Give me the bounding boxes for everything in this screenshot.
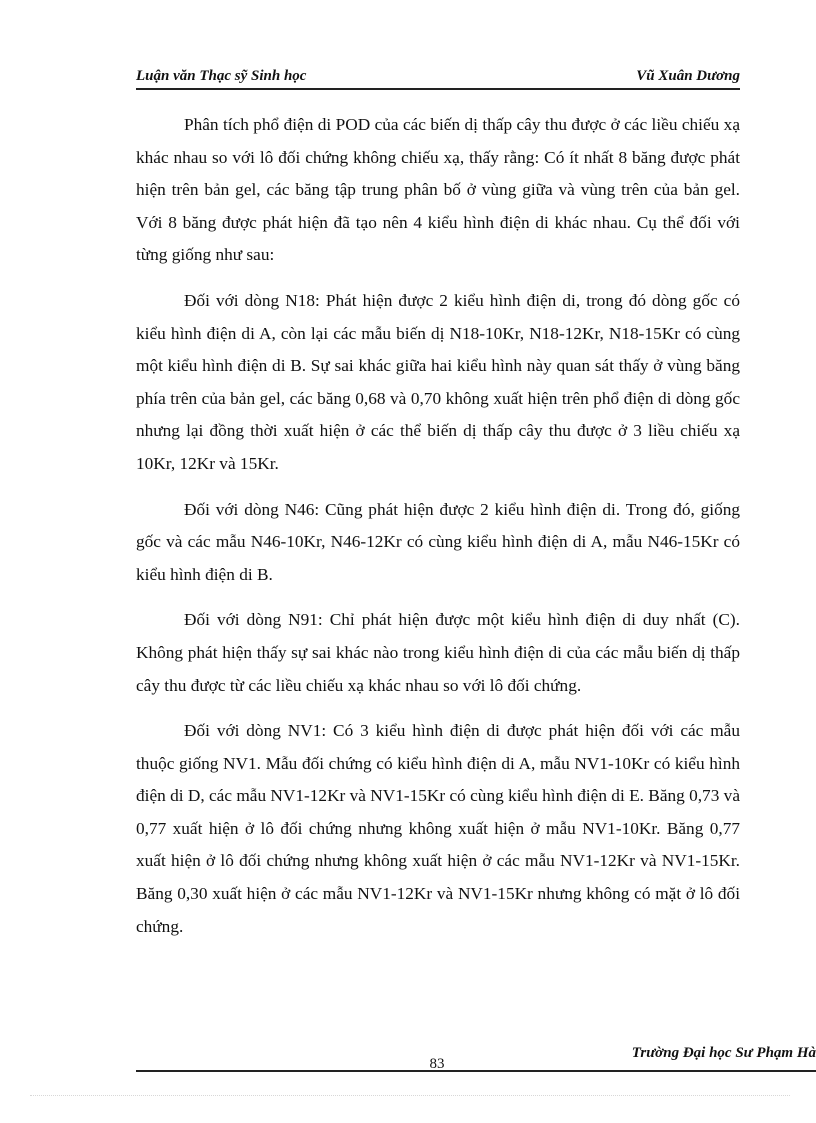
page-number: 83 [429, 1056, 445, 1072]
paragraph-n18: Đối với dòng N18: Phát hiện được 2 kiểu hình điện di, trong đó dòng gốc có kiểu hình điện di A, còn lại các mẫu biến dị N18-10Kr, N18-12Kr, N18-15Kr có cùng một kiểu hình điện di B. Sự sai khác giữa hai kiểu hình này quan sát thấy ở vùng băng phía trên của bản gel, các băng 0,68 và 0,70 không xuất hiện trên phổ điện di dòng gốc nhưng lại đồng thời xuất hiện ở các thể biến dị thấp cây thu được ở 3 liều chiếu xạ 10Kr, 12Kr và 15Kr. [136, 290, 740, 473]
header-author: Vũ Xuân Dương [636, 68, 740, 84]
footer-divider [136, 1070, 816, 1072]
paragraph-n91: Đối với dòng N91: Chỉ phát hiện được một kiểu hình điện di duy nhất (C). Không phát hiện thấy sự sai khác nào trong kiểu hình điện di của các mẫu biến dị thấp cây thu được từ các liều chiếu xạ khác nhau so với lô đối chứng. [136, 610, 740, 695]
page-header [136, 66, 740, 90]
paragraph-pod-overview: Phân tích phổ điện di POD của các biến dị thấp cây thu được ở các liều chiếu xạ khác nhau so với lô đối chứng không chiếu xạ, thấy rằng: Có ít nhất 8 băng được phát hiện trên bản gel, các băng tập trung phân bố ở vùng giữa và vùng trên của bản gel. Với 8 băng được phát hiện đã tạo nên 4 kiểu hình điện di khác nhau. Cụ thể đối với từng giống như sau: [136, 115, 740, 265]
page-bottom-dotted-rule [30, 1095, 790, 1096]
paragraph-n46: Đối với dòng N46: Cũng phát hiện được 2 kiểu hình điện di. Trong đó, giống gốc và các mẫu N46-10Kr, N46-12Kr có cùng kiểu hình điện di A, mẫu N46-15Kr có kiểu hình điện di B. [136, 499, 740, 584]
footer-school-name: Trường Đại học Sư Phạm Hà [631, 1045, 816, 1061]
body-text [136, 109, 740, 956]
paragraph-nv1: Đối với dòng NV1: Có 3 kiểu hình điện di được phát hiện đối với các mẫu thuộc giống NV1. Mẫu đối chứng có kiểu hình điện di A, mẫu NV1-10Kr có kiểu hình điện di D, các mẫu NV1-12Kr và NV1-15Kr có cùng kiểu hình điện di E. Băng 0,73 và 0,77 xuất hiện ở lô đối chứng nhưng không xuất hiện ở mẫu NV1-10Kr. Băng 0,77 xuất hiện ở lô đối chứng nhưng không xuất hiện ở các mẫu NV1-12Kr và NV1-15Kr. Băng 0,30 xuất hiện ở các mẫu NV1-12Kr và NV1-15Kr nhưng không có mặt ở lô đối chứng. [136, 721, 740, 936]
header-thesis-title: Luận văn Thạc sỹ Sinh học [136, 68, 307, 84]
